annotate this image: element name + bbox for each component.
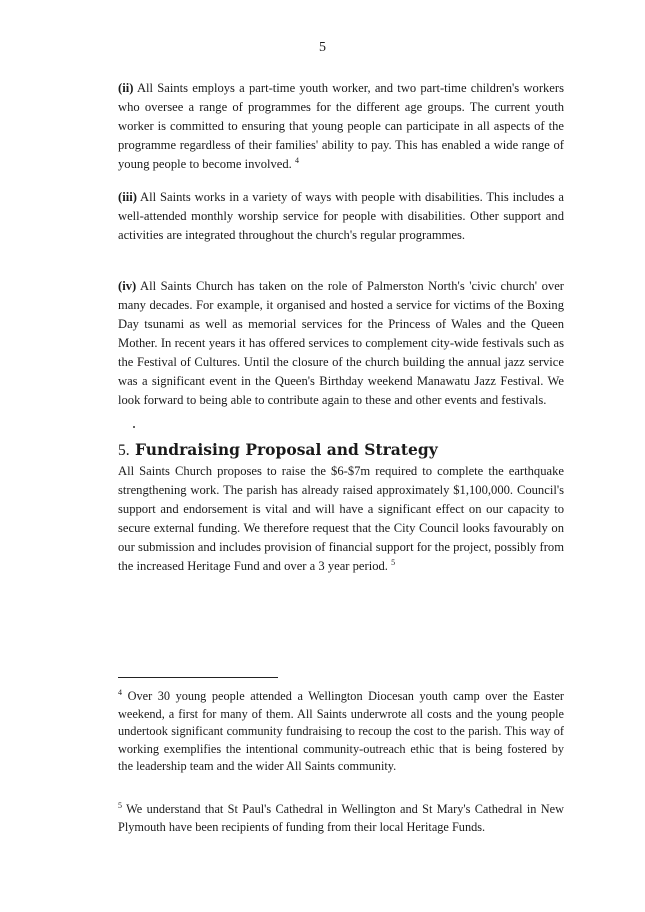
footnote-number: 4 (118, 687, 122, 697)
paragraph-marker: (ii) (118, 81, 134, 95)
footnote-separator (118, 677, 278, 678)
section-number: 5. (118, 442, 130, 459)
paragraph-text: All Saints employs a part-time youth worker, and two part-time children's workers who oversee a range of programmes for the different age groups. The current youth worker is committed to ensuring that young people can participate in all aspects of the programme regardless of their families' ability to pay. This has enabled a wide range of young people to become involved. (118, 81, 564, 171)
paragraph-iii (118, 188, 564, 245)
section-heading (118, 440, 438, 460)
footnote-ref: 4 (294, 155, 299, 165)
paragraph-iv (118, 277, 564, 410)
footnote-4 (118, 688, 564, 776)
footnote-number: 5 (118, 800, 122, 810)
paragraph-text: All Saints Church has taken on the role of Palmerston North's 'civic church' over many decades. For example, it organised and hosted a service for victims of the Boxing Day tsunami as well as memorial services for the Princess of Wales and the Queen Mother. In recent years it has offered services to complement city-wide festivals such as the Festival of Cultures. Until the closure of the church building the annual jazz service was a significant event in the Queen's Birthday weekend Manawatu Jazz Festival. We look forward to being able to contribute again to these and other events and festivals. (118, 279, 564, 407)
paragraph-marker: (iv) (118, 279, 137, 293)
paragraph-ii (118, 79, 564, 174)
section-title: Fundraising Proposal and Strategy (135, 440, 438, 459)
section-text: All Saints Church proposes to raise the $6-$7m required to complete the earthquake strengthening work. The parish has already raised approximately $1,100,000. Council's support and endorsement is vital and will have a significant effect on our capacity to secure external funding. We therefore request that the City Council looks favourably on our submission and includes provision of financial support for the project, possibly from the increased Heritage Fund and over a 3 year period. (118, 464, 564, 573)
footnote-text: Over 30 young people attended a Wellington Diocesan youth camp over the Easter weekend, a first for many of them. All Saints underwrote all costs and the young people undertook significant community fundraising to recoup the cost to the parish. This way of working exemplifies the intentional community-outreach ethic that is being fostered by the leadership team and the wider All Saints community. (118, 689, 564, 773)
footnote-ref: 5 (391, 557, 396, 567)
page-number: 5 (319, 40, 326, 55)
stray-mark (133, 426, 135, 428)
section-body (118, 462, 564, 576)
footnote-5 (118, 801, 564, 836)
footnote-text: We understand that St Paul's Cathedral in Wellington and St Mary's Cathedral in New Plymouth have been recipients of funding from their local Heritage Funds. (118, 802, 564, 834)
paragraph-marker: (iii) (118, 190, 137, 204)
paragraph-text: All Saints works in a variety of ways with people with disabilities. This includes a well-attended monthly worship service for people with disabilities. Other support and activities are integrated throughout the church's regular programmes. (118, 190, 564, 242)
